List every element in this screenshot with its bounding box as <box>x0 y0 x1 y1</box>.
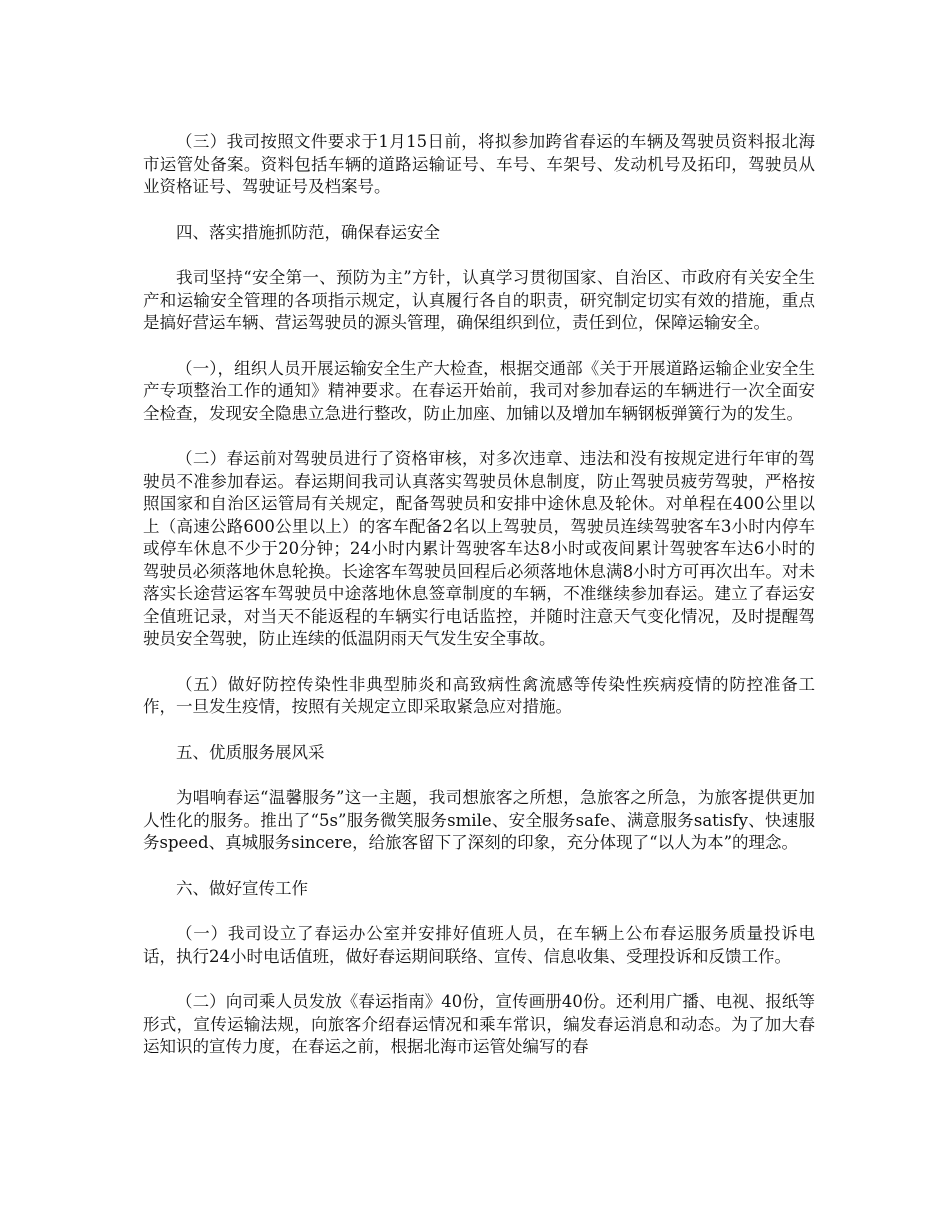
paragraph-safety-policy: 我司坚持“安全第一、预防为主”方针，认真学习贯彻国家、自治区、市政府有关安全生产和运输安全管理的各项指示规定，认真履行各自的职责，研究制定切实有效的措施，重点是搞好营运车辆、营运驾驶员的源头管理，确保组织到位，责任到位，保障运输安全。 <box>143 268 815 332</box>
paragraph-office-setup: （一）我司设立了春运办公室并安排好值班人员，在车辆上公布春运服务质量投诉电话，执行24小时电话值班，做好春运期间联络、宣传、信息收集、受理投诉和反馈工作。 <box>143 924 815 966</box>
document-body <box>143 131 815 1082</box>
paragraph-driver-review: （二）春运前对驾驶员进行了资格审核，对多次违章、违法和没有按规定进行年审的驾驶员不准参加春运。春运期间我司认真落实驾驶员休息制度，防止驾驶员疲劳驾驶，严格按照国家和自治区运管局有关规定，配备驾驶员和安排中途休息及轮休。对单程在400公里以上（高速公路600公里以上）的客车配备2名以上驾驶员，驾驶员连续驾驶客车3小时内停车或停车休息不少于20分钟；24小时内累计驾驶客车达8小时或夜间累计驾驶客车达6小时的驾驶员必须落地休息轮换。长途客车驾驶员回程后必须落地休息满8小时方可再次出车。对未落实长途营运客车驾驶员中途落地休息签章制度的车辆，不准继续参加春运。建立了春运安全值班记录，对当天不能返程的车辆实行电话监控，并随时注意天气变化情况，及时提醒驾驶员安全驾驶，防止连续的低温阴雨天气发生安全事故。 <box>143 449 815 648</box>
section-heading-safety: 四、落实措施抓防范，确保春运安全 <box>176 222 440 242</box>
paragraph-guide-distribution: （二）向司乘人员发放《春运指南》40份，宣传画册40份。还利用广播、电视、报纸等形式，宣传运输法规，向旅客介绍春运情况和乘车常识，编发春运消息和动态。为了加大春运知识的宣传力度，在春运之前，根据北海市运管处编写的春 <box>143 992 815 1056</box>
section-heading-publicity: 六、做好宣传工作 <box>176 878 308 898</box>
paragraph-registration: （三）我司按照文件要求于1月15日前，将拟参加跨省春运的车辆及驾驶员资料报北海市运管处备案。资料包括车辆的道路运输证号、车号、车架号、发动机号及拓印，驾驶员从业资格证号、驾驶证号及档案号。 <box>143 132 815 196</box>
section-heading-service: 五、优质服务展风采 <box>176 742 325 762</box>
paragraph-5s-service: 为唱响春运“温馨服务”这一主题，我司想旅客之所想，急旅客之所急，为旅客提供更加人性化的服务。推出了“5s”服务微笑服务smile、安全服务safe、满意服务satisfy、快速服务speed、真城服务sincere，给旅客留下了深刻的印象，充分体现了“以人为本”的理念。 <box>143 788 815 852</box>
paragraph-safety-inspection: （一），组织人员开展运输安全生产大检查，根据交通部《关于开展道路运输企业安全生产专项整治工作的通知》精神要求。在春运开始前，我司对参加春运的车辆进行一次全面安全检查，发现安全隐患立急进行整改，防止加座、加铺以及增加车辆钢板弹簧行为的发生。 <box>143 358 815 423</box>
paragraph-epidemic-prevention: （五）做好防控传染性非典型肺炎和高致病性禽流感等传染性疾病疫情的防控准备工作，一旦发生疫情，按照有关规定立即采取紧急应对措施。 <box>143 674 815 716</box>
